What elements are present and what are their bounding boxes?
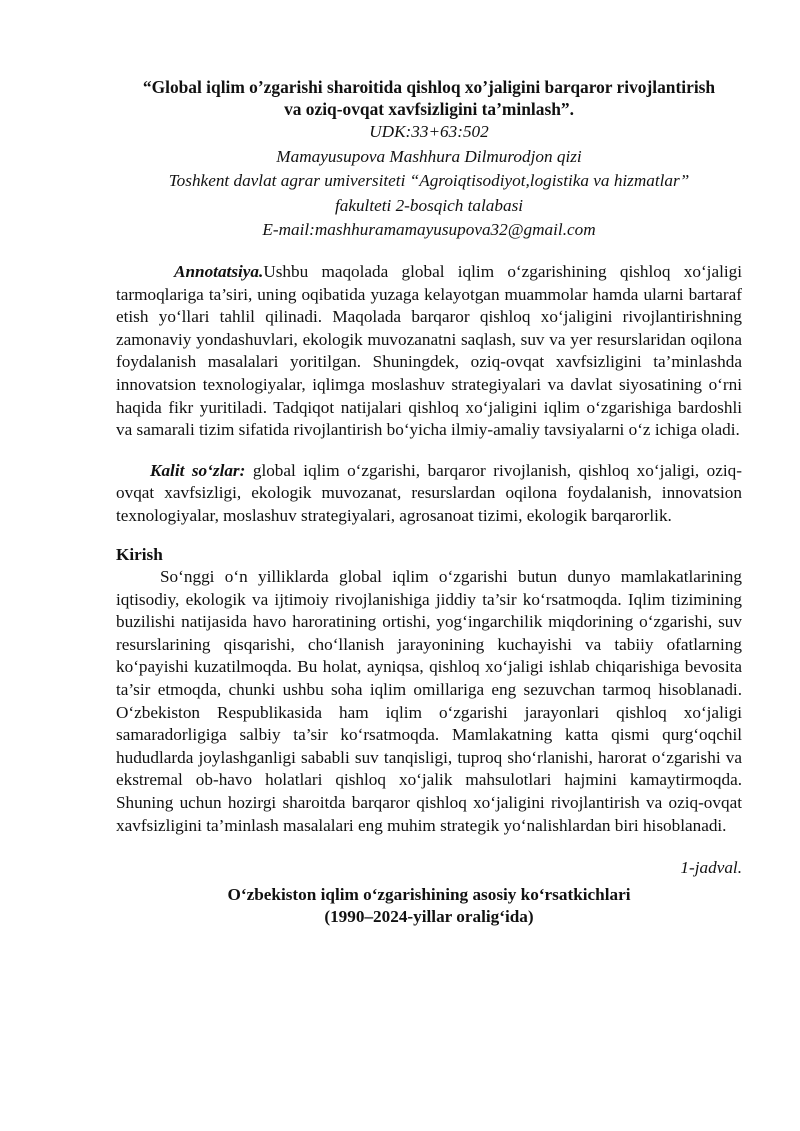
table-title-line-2: (1990–2024-yillar oralig‘ida)	[324, 906, 534, 926]
document-page	[116, 76, 742, 928]
annotation-text: Ushbu maqolada global iqlim o‘zgarishining qishloq xo‘jaligi tarmoqlariga ta’siri, uning oqibatida yuzaga kelayotgan muammolar hamda ularni bartaraf etish yo‘llari tahlil qilinadi. Maqolada barqaror qishloq xo‘jaligini rivojlantirishning zamonaviy yondashuvlari, ekologik muvozanatni saqlash, suv va yer resurslaridan oqilona foydalanish masalalari yoritilgan. Shuningdek, oziq-ovqat xavfsizligini ta’minlashda innovatsion texnologiyalar, iqlimga moslashuv strategiyalari va davlat siyosatining o‘rni haqida fikr yuritiladi. Tadqiqot natijalari qishloq xo‘jaligini iqlim o‘zgarishiga bardoshli va samarali tizim sifatida rivojlantirish bo‘yicha ilmiy-amaliy tavsiyalarni o‘z ichiga oladi.	[116, 261, 742, 440]
table-title	[116, 884, 742, 928]
article-title	[116, 76, 742, 120]
intro-heading: Kirish	[116, 544, 163, 564]
annotation-label: Annotatsiya.	[174, 261, 264, 281]
title-line-1: “Global iqlim o’zgarishi sharoitida qishloq xo’jaligini barqaror rivojlantirish	[142, 77, 716, 97]
author-name: Mamayusupova Mashhura Dilmurodjon qizi	[276, 146, 582, 166]
affiliation-line-2: fakulteti 2-bosqich talabasi	[334, 195, 524, 215]
title-line-2: va oziq-ovqat xavfsizligini ta’minlash”.	[284, 99, 574, 119]
affiliation-line-1: Toshkent davlat agrar umiversiteti “Agroiqtisodiyot,logistika va hizmatlar”	[168, 171, 690, 191]
table-label: 1-jadval.	[680, 858, 742, 878]
keywords-label: Kalit so‘zlar:	[150, 460, 246, 480]
udk-code: UDK:33+63:502	[369, 122, 489, 141]
intro-paragraph: So‘nggi o‘n yilliklarda global iqlim o‘zgarishi butun dunyo mamlakatlarining iqtisodiy, ekologik va ijtimoiy rivojlanishiga jiddiy ta’sir ko‘rsatmoqda. Iqlim tizimining buzilishi natijasida havo haroratining ortishi, yog‘ingarchilik miqdorining o‘zgarishi, suv resurslarining qisqarishi, cho‘llanish jarayonining kuchayishi va tabiiy ofatlarning ko‘payishi kuzatilmoqda. Bu holat, ayniqsa, qishloq xo‘jaligi ishlab chiqarishiga bevosita ta’sir etmoqda, chunki ushbu soha iqlim omillariga eng sezuvchan tarmoq hisoblanadi. O‘zbekiston Respublikasida ham iqlim o‘zgarishi jarayonlari qishloq xo‘jaligi samaradorligiga salbiy ta’sir ko‘rsatmoqda. Mamlakatning katta qismi qurg‘oqchil hududlarda joylashganligi sababli suv tanqisligi, tuproq sho‘rlanishi, harorat o‘zgarishi va ekstremal ob-havo holatlari qishloq xo‘jalik mahsulotlari hajmini kamaytirmoqda. Shuning uchun hozirgi sharoitda barqaror qishloq xo‘jaligini rivojlantirish va oziq-ovqat xavfsizligini ta’minlash masalalari eng muhim strategik yo‘nalishlardan biri hisoblanadi.	[116, 567, 742, 835]
annotation-paragraph	[116, 261, 742, 442]
author-email: E-mail:mashhuramamayusupova32@gmail.com	[262, 220, 596, 240]
article-meta	[116, 120, 742, 243]
keywords-paragraph	[116, 460, 742, 528]
table-title-line-1: O‘zbekiston iqlim o‘zgarishining asosiy ko‘rsatkichlari	[227, 884, 631, 904]
keywords-text: global iqlim o‘zgarishi, barqaror rivojlanish, qishloq xo‘jaligi, oziq-ovqat xavfsizligi, ekologik muvozanat, resurslardan oqilona foydalanish, innovatsion texnologiyalar, moslashuv strategiyalari, agrosanoat tizimi, ekologik barqarorlik.	[116, 460, 743, 525]
